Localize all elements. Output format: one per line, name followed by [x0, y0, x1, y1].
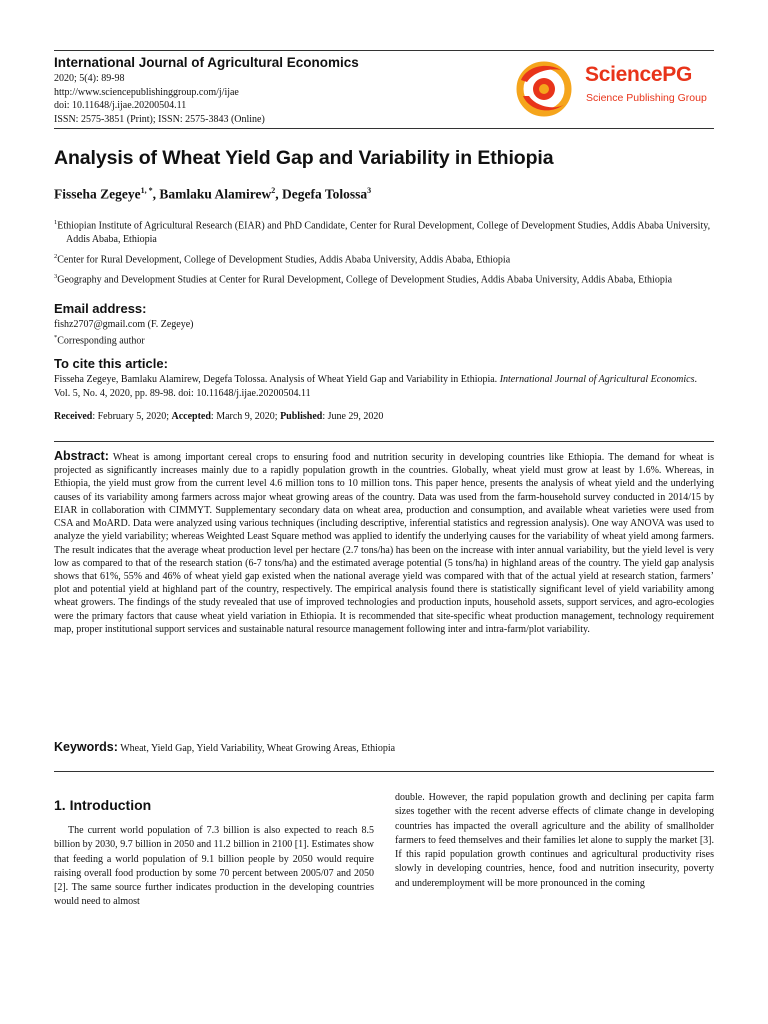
corresponding-mark: * — [54, 334, 58, 342]
accepted-label: Accepted — [171, 411, 211, 422]
abstract — [54, 450, 714, 636]
author-separator: , — [275, 186, 283, 202]
author-separator: , — [152, 186, 160, 202]
affiliation-mark: 1 — [54, 219, 58, 226]
email-heading: Email address: — [54, 301, 147, 316]
abstract-label: Abstract: — [54, 449, 109, 463]
author-list — [54, 186, 371, 203]
logo-subtitle: Science Publishing Group — [586, 92, 707, 104]
email-block — [54, 318, 193, 348]
citation — [54, 373, 714, 402]
received-date: : February 5, 2020; — [92, 411, 172, 422]
affiliation — [54, 250, 714, 267]
affiliation-text: Geography and Development Studies at Center for Rural Development, College of Development Studies, Addis Ababa University, Addis Ababa, Ethiopia — [57, 274, 673, 286]
affiliation — [54, 270, 714, 287]
abstract-rule-bottom — [54, 771, 714, 772]
journal-url[interactable]: http://www.sciencepublishinggroup.com/j/ijae — [54, 86, 239, 98]
issn-line: ISSN: 2575-3851 (Print); ISSN: 2575-3843 (Online) — [54, 113, 265, 125]
cite-heading: To cite this article: — [54, 356, 168, 371]
author-name: Bamlaku Alamirew — [159, 186, 272, 202]
author-name: Fisseha Zegeye — [54, 186, 141, 202]
author-mark: 1, * — [140, 186, 153, 195]
author-mark: 3 — [367, 186, 372, 195]
header-meta — [54, 72, 265, 126]
citation-authors-title: Fisseha Zegeye, Bamlaku Alamirew, Degefa Tolossa. Analysis of Wheat Yield Gap and Variability in Ethiopia. — [54, 374, 500, 385]
affiliation-text: Center for Rural Development, College of Development Studies, Addis Ababa University, Addis Ababa, Ethiopia — [57, 253, 511, 265]
sciencepg-logo-icon — [513, 60, 579, 118]
abstract-rule-top — [54, 441, 714, 442]
keywords-text: Wheat, Yield Gap, Yield Variability, Wheat Growing Areas, Ethiopia — [120, 743, 396, 754]
keywords-label: Keywords: — [54, 740, 118, 754]
citation-rest: . Vol. 5, No. 4, 2020, pp. 89-98. doi: 10.11648/j.ijae.20200504.11 — [54, 374, 697, 400]
accepted-date: : March 9, 2020; — [210, 411, 281, 422]
received-label: Received — [54, 411, 93, 422]
doi-line: doi: 10.11648/j.ijae.20200504.11 — [54, 100, 187, 112]
affiliation-mark: 2 — [54, 252, 58, 260]
email-address[interactable]: fishz2707@gmail.com (F. Zegeye) — [54, 319, 194, 330]
published-label: Published — [280, 411, 323, 422]
affiliation-mark: 3 — [54, 272, 58, 280]
publication-dates — [54, 411, 383, 422]
affiliation — [54, 216, 714, 246]
published-date: : June 29, 2020 — [322, 411, 384, 422]
header-rule-bottom — [54, 128, 714, 129]
corresponding-note — [54, 331, 193, 348]
abstract-text: Wheat is among important cereal crops to ensuring food and nutrition security in developing countries like Ethiopia. The demand for wheat is projected as significantly increases mainly due to a rapidly population growth in the countries. Globally, wheat yield must grow at least by 1.6%. Whereas, in Ethiopia, the yield must grow from the current level 4.6 million tons to 10 million tons. This paper hence, presents the analysis of wheat yield and the underlying causes of its variability among farmers across major wheat growing areas of the country. Data was used from the farm-household survey conducted in 2014/15 by EIAR in collaboration with CIMMYT. Supplementary secondary data on wheat area, production and consumption, and available wheat varieties were used from CSA and MoARD. Data were analyzed using various techniques (including descriptive, inferential statistics and regression analysis). One way ANOVA was used to analyze the yield variability; whereas Weighted Least Square method was applied to identify the underlying causes for the variability of wheat yield among farmers. The result indicates that the average wheat production level per hectare (2.7 tons/ha) has been on the increase with inter annual variability, but the yield level is very low as compared to that of the research station (6-7 tons/ha) and the estimated average potential (5 tons/ha) in highland areas of the country. The yield gap analysis shows that 61%, 55% and 46% of wheat yield gap existed when the national average yield was compared with that of the actual yield at research station, farmers’ plot and potential yield at highland part of the country, respectively. The empirical analysis found there is statistically significant level of yield variability among wheat growers. The findings of the study revealed that use of improved technologies and production inputs, household assets, support services, and agro-ecologies were the primary factors that cause wheat yield variation in Ethiopia. It is recommended that site-specific wheat production management, technology requirement map, proper institutional support services and sustainable natural resource management following inter and intra-farm/plot variability. — [54, 452, 714, 635]
logo-name: SciencePG — [585, 63, 693, 86]
introduction-right-column: double. However, the rapid population growth and declining per capita farm sizes together with the recent adverse effects of climate change in developing countries has impacted the overall agriculture and the ability of smallholder farmers to feed themselves and their families let alone to supply the market [3]. If this rapid population growth continues and agricultural productivity rises slowly in developing countries, hence, food and nutrition insecurity, poverty and underemployment will be more pronounced in the coming — [395, 792, 714, 889]
keywords — [54, 740, 395, 754]
introduction-left-column: The current world population of 7.3 billion is also expected to reach 8.5 billion by 2030, 9.7 billion in 2050 and 11.2 billion in 2100 [1]. Estimates show that feeding a world population of 9.1 billion people by 2050 would require raising overall food production by some 70 percent between 2005/07 and 2050 [2]. The same source further indicates production in the developing countries would need to almost — [54, 825, 374, 908]
journal-title: International Journal of Agricultural Economics — [54, 55, 359, 70]
volume-line: 2020; 5(4): 89-98 — [54, 73, 125, 84]
author-name: Degefa Tolossa — [282, 186, 368, 202]
affiliation-text: Ethiopian Institute of Agricultural Research (EIAR) and PhD Candidate, Center for Rural Development, College of Development Studies, Addis Ababa University, Addis Ababa, Ethiopia — [57, 220, 711, 245]
citation-journal: International Journal of Agricultural Economics — [499, 374, 695, 385]
affiliation-list — [54, 216, 714, 290]
author-mark: 2 — [271, 186, 276, 195]
corresponding-text: Corresponding author — [57, 335, 145, 347]
sciencepg-logo — [513, 60, 718, 118]
introduction-heading: 1. Introduction — [54, 797, 152, 813]
paper-title: Analysis of Wheat Yield Gap and Variability in Ethiopia — [54, 147, 554, 169]
header-rule-top — [54, 50, 714, 51]
